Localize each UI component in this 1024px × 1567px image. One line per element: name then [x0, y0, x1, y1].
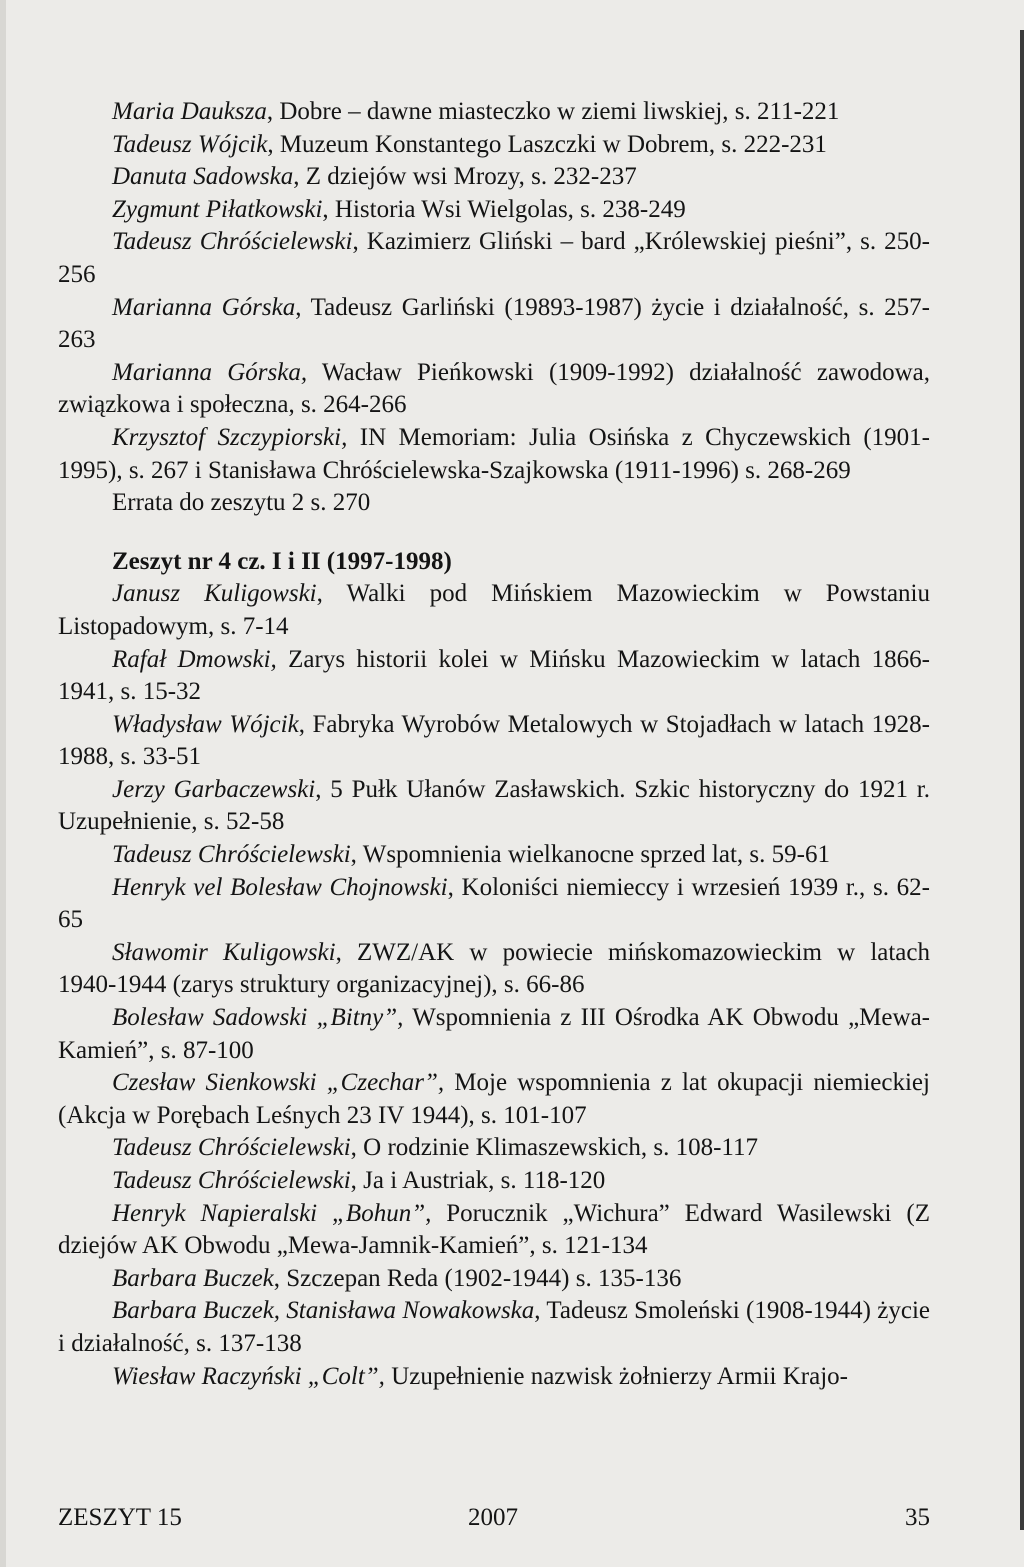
entries-top-list [58, 96, 930, 520]
bibliography-entry [58, 1067, 930, 1132]
entry-title: Errata do zeszytu 2 s. 270 [112, 489, 371, 517]
bibliography-entry [58, 226, 930, 291]
entry-title: Uzupełnienie nazwisk żołnierzy Armii Krajo- [384, 1362, 848, 1390]
entry-author: Zygmunt Piłatkowski [112, 195, 323, 223]
entry-title: Wspomnienia z III Ośrodka AK Obwodu „Mewa-Kamień”, s. 87-100 [58, 1004, 930, 1064]
entry-author: Bolesław Sadowski „Bitny”, [112, 1004, 404, 1032]
entry-author: Tadeusz Chróścielewski [112, 1134, 351, 1162]
entry-title: , Tadeusz Smoleński (1908-1944) życie i działalność, s. 137-138 [58, 1297, 930, 1357]
entry-author: Wiesław Raczyński „Colt”, [112, 1362, 385, 1390]
entry-author: Władysław Wójcik [112, 710, 299, 738]
footer-issue: ZESZYT 15 [58, 1504, 182, 1531]
entry-author: Maria Dauksza [112, 98, 267, 125]
entry-author: Sławomir Kuligowski [112, 938, 336, 966]
entry-author: Czesław Sienkowski „Czechar”, [112, 1069, 445, 1097]
entry-author: Tadeusz Chróścielewski [112, 1167, 351, 1194]
entry-author: Marianna Górska, [112, 358, 308, 386]
bibliography-entry [58, 96, 930, 129]
entry-author: Henryk Napieralski „Bohun”, [112, 1199, 432, 1227]
entry-title: Moje wspomnienia z lat okupacji niemieckiej (Akcja w Porębach Leśnych 23 IV 1944), s. 101-107 [58, 1069, 930, 1129]
entry-title: , Tadeusz Garliński (19893-1987) życie i działalność, s. 257-263 [58, 293, 930, 354]
entry-title: , Dobre – dawne miasteczko w ziemi liwskiej, s. 211-221 [266, 98, 840, 125]
bibliography-entry [58, 129, 930, 162]
bibliography-entry [58, 1295, 930, 1360]
entry-title: , Ja i Austriak, s. 118-120 [350, 1167, 606, 1194]
bibliography-entry [58, 1002, 930, 1067]
entry-author: Krzysztof Szczypiorski, [112, 423, 348, 451]
section-heading: Zeszyt nr 4 cz. I i II (1997-1998) [112, 547, 452, 575]
entry-title: , Muzeum Konstantego Laszczki w Dobrem, s. 222-231 [267, 130, 827, 158]
bibliography-entry [58, 937, 930, 1002]
entry-author: Barbara Buczek [112, 1264, 274, 1292]
entry-title: IN Memoriam: Julia Osińska z Chyczewskich (1901-1995), s. 267 i Stanisława Chróścielewska-Szajkowska (1911-1996) s. 268-269 [58, 423, 930, 484]
page-footer [58, 1504, 930, 1540]
bibliography-entry [58, 1361, 930, 1394]
entry-author: Danuta Sadowska [112, 163, 294, 191]
entry-author: Barbara Buczek, Stanisława Nowakowska [112, 1297, 535, 1325]
bibliography-entry [58, 709, 930, 774]
entry-author: Jerzy Garbaczewski [112, 775, 316, 803]
entry-title: , Walki pod Mińskiem Mazowieckim w Powstaniu Listopadowym, s. 7-14 [58, 580, 930, 640]
bibliography-entry [58, 1263, 930, 1296]
text-column [58, 96, 930, 1393]
bibliography-entry [58, 578, 930, 643]
bibliography-entry [58, 839, 930, 872]
entry-author: Tadeusz Wójcik [112, 130, 268, 158]
entry-title: Porucznik „Wichura” Edward Wasilewski (Z dziejów AK Obwodu „Mewa-Jamnik-Kamień”, s. 121-134 [58, 1199, 930, 1260]
entry-author: Tadeusz Chróścielewski [112, 228, 353, 256]
bibliography-entry [58, 292, 930, 357]
entry-title: , Szczepan Reda (1902-1944) s. 135-136 [273, 1264, 682, 1292]
entries-bottom-list [58, 578, 930, 1393]
entry-author: Marianna Górska [112, 293, 296, 321]
entry-title: Zarys historii kolei w Mińsku Mazowieckim w latach 1866-1941, s. 15-32 [58, 645, 930, 706]
entry-author: Janusz Kuligowski [112, 580, 317, 608]
entry-author: Tadeusz Chróścielewski [112, 841, 351, 869]
bibliography-entry [58, 194, 930, 227]
entry-author: Henryk vel Bolesław Chojnowski [112, 873, 448, 901]
footer-page-number: 35 [905, 1504, 930, 1531]
bibliography-entry [58, 357, 930, 422]
bibliography-entry [58, 872, 930, 937]
bibliography-entry [58, 1132, 930, 1165]
entry-title: , Fabryka Wyrobów Metalowych w Stojadłach w latach 1928-1988, s. 33-51 [58, 710, 930, 771]
page-right-edge [1020, 30, 1024, 1530]
entry-title: Wacław Pieńkowski (1909-1992) działalność zawodowa, związkowa i społeczna, s. 264-266 [58, 358, 930, 419]
bibliography-entry [58, 422, 930, 487]
entry-title: , Koloniści niemieccy i wrzesień 1939 r., s. 62-65 [58, 873, 930, 934]
entry-title: , ZWZ/AK w powiecie mińskomazowieckim w latach 1940-1944 (zarys struktury organizacyjnej), s. 66-86 [58, 938, 930, 999]
entry-title: , O rodzinie Klimaszewskich, s. 108-117 [350, 1134, 758, 1162]
bibliography-entry [58, 774, 930, 839]
bibliography-entry [58, 1165, 930, 1198]
entry-title: , Kazimierz Gliński – bard „Królewskiej pieśni”, s. 250-256 [58, 228, 930, 288]
bibliography-entry [58, 1198, 930, 1263]
page-left-edge [0, 0, 6, 1567]
bibliography-entry [58, 487, 930, 520]
bibliography-entry [58, 161, 930, 194]
entry-title: , Wspomnienia wielkanocne sprzed lat, s. 59-61 [350, 841, 830, 869]
entry-author: Rafał Dmowski, [112, 645, 277, 673]
entry-title: , Z dziejów wsi Mrozy, s. 232-237 [293, 163, 637, 191]
entry-title: , Historia Wsi Wielgolas, s. 238-249 [322, 195, 686, 223]
bibliography-entry [58, 644, 930, 709]
entry-title: , 5 Pułk Ułanów Zasławskich. Szkic historyczny do 1921 r. Uzupełnienie, s. 52-58 [58, 775, 930, 836]
footer-year: 2007 [468, 1504, 518, 1531]
